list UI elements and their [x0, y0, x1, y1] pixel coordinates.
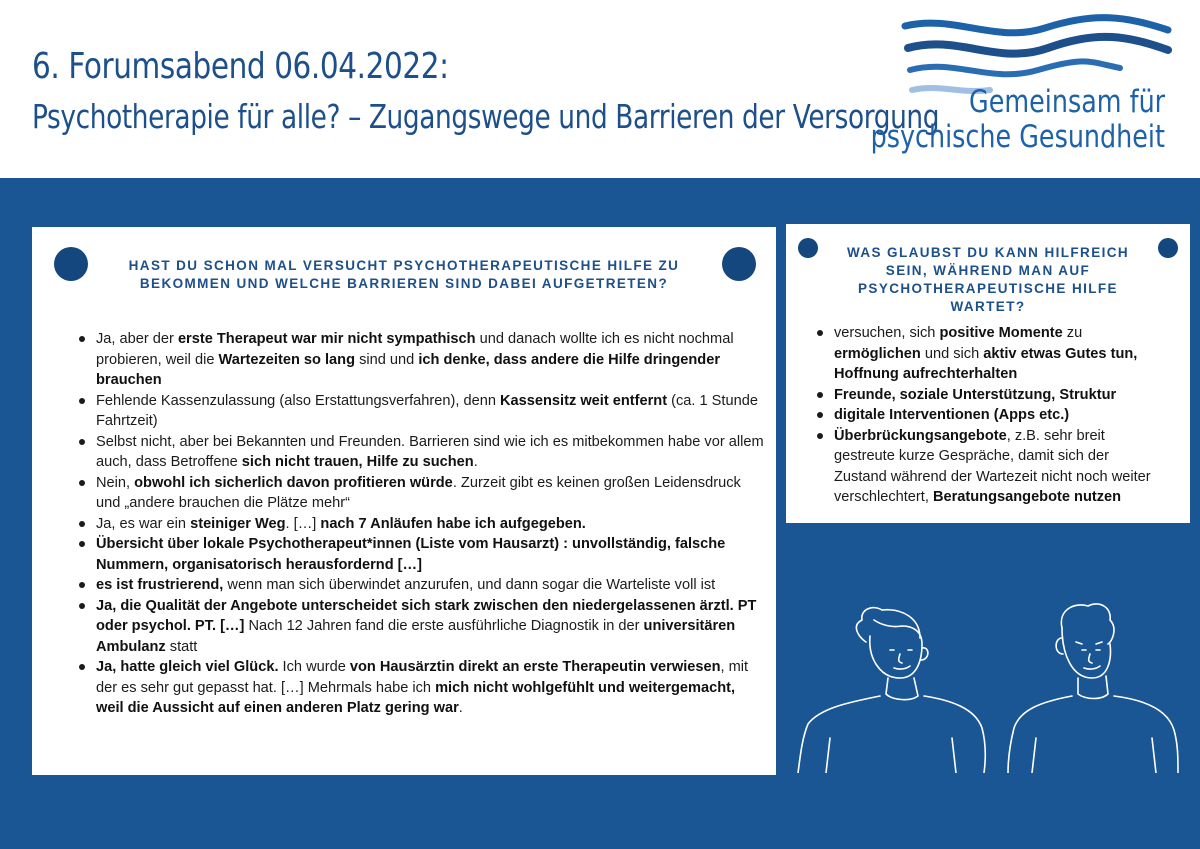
text-segment: Selbst nicht, aber bei Bekannten und Freunden. Barrieren sind wie ich es mitbekommen habe vor allem auch, dass Betroffene: [96, 433, 764, 470]
list-item: [96, 391, 764, 432]
bold-text: ich denke, dass andere die Hilfe dringender brauchen: [96, 351, 721, 388]
dot-decoration-right: [1158, 238, 1178, 258]
list-item: [834, 405, 1164, 426]
header: [0, 0, 1200, 178]
text-segment: Ich wurde: [278, 659, 350, 675]
bold-text: es ist frustrierend,: [96, 577, 224, 593]
dot-decoration-right: [722, 247, 756, 281]
text-segment: versuchen, sich: [834, 325, 940, 341]
text-segment: zu: [1062, 325, 1083, 341]
list-item: [96, 514, 764, 535]
answer-list-waiting-help: [834, 323, 1164, 508]
list-item: [96, 596, 764, 658]
bold-text: Kassensitz weit entfernt: [500, 392, 668, 409]
text-segment: , z.B. sehr breit gestreute kurze Gespräche, damit sich der Zustand während der Wartezeit nicht noch weiter verschlechtert,: [834, 427, 1151, 505]
text-segment: und sich: [920, 345, 984, 362]
bold-text: steiniger Weg: [190, 515, 286, 532]
bold-text: positive Momente: [939, 325, 1063, 341]
text-segment: (ca. 1 Stunde Fahrtzeit): [96, 392, 758, 429]
bold-text: Übersicht über lokale Psychotherapeut*innen (Liste vom Hausarzt) : unvollständig, falsche Nummern, organisatorisch herausfordernd […]: [96, 536, 726, 573]
list-item: [96, 432, 764, 473]
question-barriers: HAST DU SCHON MAL VERSUCHT PSYCHOTHERAPEUTISCHE HILFE ZU BEKOMMEN UND WELCHE BARRIEREN SIND DABEI AUFGETRETEN?: [128, 258, 680, 291]
list-item: [96, 575, 764, 596]
bold-text: Wartezeiten so lang: [218, 351, 356, 368]
bold-text: erste Therapeut war mir nicht sympathisch: [177, 331, 476, 347]
bold-text: von Hausärztin direkt an erste Therapeutin verwiesen: [349, 659, 721, 675]
text-segment: Nach 12 Jahren fand die erste ausführliche Diagnostik in der: [244, 618, 644, 634]
text-segment: Nein,: [96, 474, 135, 491]
bold-text: Ja, die Qualität der Angebote unterscheidet sich stark zwischen den niedergelassenen ärztl. PT oder psychol. PT. […]: [96, 597, 757, 634]
question-waiting-help: WAS GLAUBST DU KANN HILFREICH SEIN, WÄHREND MAN AUF PSYCHOTHERAPEUTISCHE HILFE WARTET?: [846, 245, 1130, 314]
bold-text: Ja, hatte gleich viel Glück.: [96, 659, 279, 675]
list-item: [96, 534, 764, 575]
bold-text: mich nicht wohlgefühlt und weitergemacht, weil die Aussicht auf einen anderen Platz gering war: [96, 679, 736, 716]
bold-text: obwohl ich sicherlich davon profitieren würde: [134, 474, 453, 491]
bold-text: nach 7 Anläufen habe ich aufgegeben.: [320, 515, 586, 532]
bold-text: digitale Interventionen (Apps etc.): [834, 407, 1070, 423]
text-segment: Ja, es war ein: [96, 515, 191, 532]
text-segment: wenn man sich überwindet anzurufen, und dann sogar die Warteliste voll ist: [223, 577, 716, 593]
logo-text-line2: psychische Gesundheit: [870, 119, 1165, 155]
list-item: [834, 323, 1164, 385]
list-item: [834, 385, 1164, 406]
bold-text: sich nicht trauen, Hilfe zu suchen: [241, 454, 474, 470]
woman-figure-icon: [798, 608, 985, 773]
text-segment: Fehlende Kassenzulassung (also Erstattungsverfahren), denn: [96, 392, 501, 409]
bold-text: aktiv etwas Gutes tun, Hoffnung aufrechterhalten: [834, 345, 1138, 382]
text-segment: und danach wollte ich es nicht nochmal probieren, weil die: [96, 331, 734, 368]
answer-list-barriers: [96, 329, 764, 719]
bold-text: ermöglichen: [834, 345, 921, 362]
list-item: [834, 426, 1164, 508]
text-segment: statt: [165, 638, 198, 655]
text-segment: .: [458, 700, 463, 716]
bold-text: Beratungsangebote nutzen: [932, 489, 1122, 505]
text-segment: . […]: [285, 515, 321, 532]
list-item: [96, 329, 764, 391]
text-segment: .: [473, 454, 478, 470]
text-segment: . Zurzeit gibt es keinen großen Leidensdruck und „andere brauchen die Plätze mehr“: [96, 474, 741, 511]
list-item: [96, 657, 764, 719]
people-illustration: [790, 598, 1190, 773]
bold-text: universitären Ambulanz: [96, 618, 736, 655]
page-subtitle: Psychotherapie für alle? – Zugangswege und Barrieren der Versorgung: [32, 97, 940, 136]
bold-text: Überbrückungsangebote: [834, 427, 1007, 444]
logo: [870, 14, 1175, 164]
bold-text: Freunde, soziale Unterstützung, Struktur: [834, 386, 1117, 403]
card-waiting-help: [786, 224, 1190, 523]
text-segment: , mit der es sehr gut gepasst hat. […] Mehrmals habe ich: [96, 659, 749, 696]
man-figure-icon: [1008, 604, 1178, 773]
page-title: 6. Forumsabend 06.04.2022:: [32, 46, 449, 87]
text-segment: sind und: [355, 351, 419, 368]
text-segment: Ja, aber der: [96, 331, 178, 347]
card-barriers: [32, 227, 776, 775]
dot-decoration-left: [54, 247, 88, 281]
list-item: [96, 473, 764, 514]
logo-text-line1: Gemeinsam für: [968, 84, 1165, 120]
dot-decoration-left: [798, 238, 818, 258]
